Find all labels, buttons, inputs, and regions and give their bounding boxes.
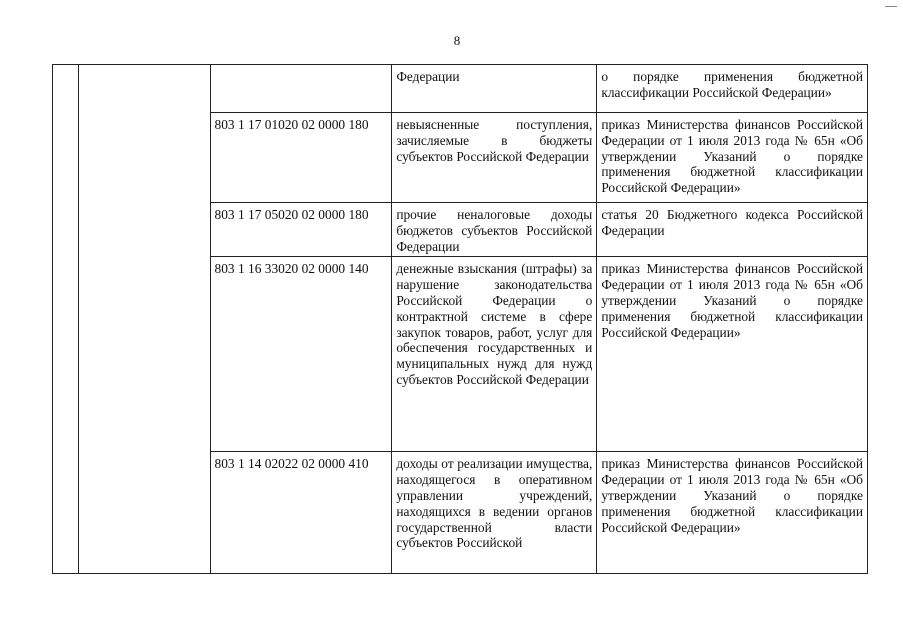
basis-cell: приказ Министерства финансов Российской Федерации от 1 июля 2013 года № 65н «Об утверждении Указаний о порядке применения бюджетной классификации Российской Федерации» — [597, 257, 868, 452]
empty-column-1 — [53, 65, 79, 574]
code-cell: 803 1 16 33020 02 0000 140 — [210, 257, 392, 452]
basis-cell: приказ Министерства финансов Российской Федерации от 1 июля 2013 года № 65н «Об утверждении Указаний о порядке применения бюджетной классификации Российской Федерации» — [597, 452, 868, 574]
basis-cell: о порядке применения бюджетной классификации Российской Федерации» — [597, 65, 868, 113]
page-number: 8 — [453, 33, 461, 48]
code-cell: 803 1 17 05020 02 0000 180 — [210, 203, 392, 257]
basis-cell: приказ Министерства финансов Российской Федерации от 1 июля 2013 года № 65н «Об утверждении Указаний о порядке применения бюджетной классификации Российской Федерации» — [597, 113, 868, 203]
name-cell: денежные взыскания (штрафы) за нарушение законодательства Российской Федерации о контрактной системе в сфере закупок товаров, работ, услуг для обеспечения государственных и муниципальных нужд для нужд субъектов Российской Федерации — [392, 257, 597, 452]
code-cell — [210, 65, 392, 113]
empty-column-2 — [79, 65, 210, 574]
name-cell: доходы от реализации имущества, находящегося в оперативном управлении учреждений, находящихся в ведении органов государственной власти субъектов Российской — [392, 452, 597, 574]
code-cell: 803 1 17 01020 02 0000 180 — [210, 113, 392, 203]
name-cell: прочие неналоговые доходы бюджетов субъектов Российской Федерации — [392, 203, 597, 257]
name-cell: Федерации — [392, 65, 597, 113]
scan-mark — [885, 6, 897, 7]
name-cell: невыясненные поступления, зачисляемые в бюджеты субъектов Российской Федерации — [392, 113, 597, 203]
basis-cell: статья 20 Бюджетного кодекса Российской Федерации — [597, 203, 868, 257]
table-row — [53, 65, 868, 113]
code-cell: 803 1 14 02022 02 0000 410 — [210, 452, 392, 574]
income-codes-table — [52, 64, 868, 574]
